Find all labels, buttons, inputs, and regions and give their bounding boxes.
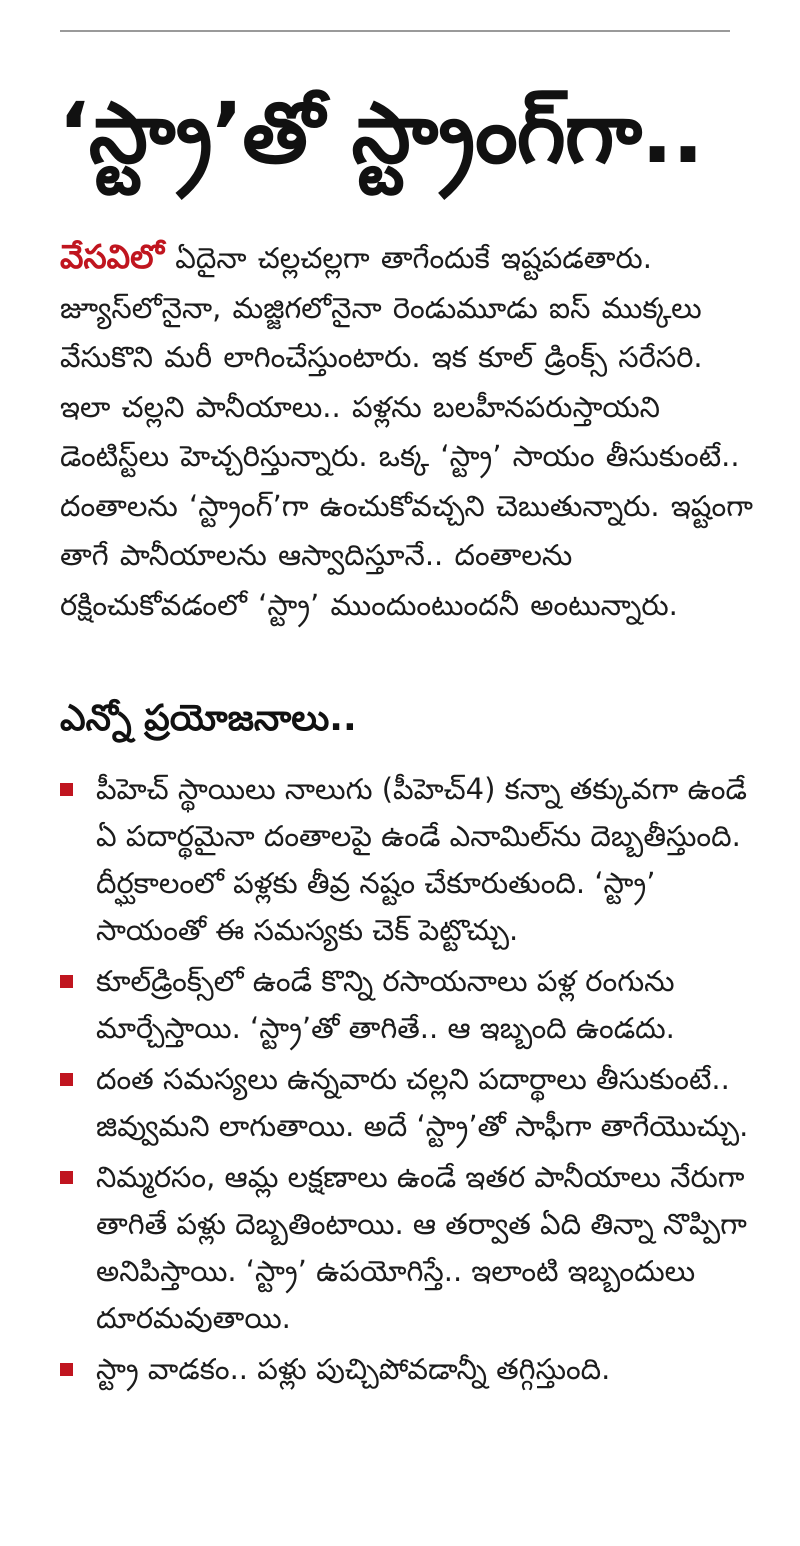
benefits-list	[60, 766, 760, 1397]
bullet-square-icon	[60, 975, 73, 988]
benefit-item	[60, 958, 760, 1052]
benefit-item	[60, 1154, 760, 1342]
benefit-item	[60, 1056, 760, 1150]
benefit-text: పీహెచ్ స్థాయిలు నాలుగు (పీహెచ్4) కన్నా తక్కువగా ఉండే ఏ పదార్థమైనా దంతాలపై ఉండే ఎనామిల్‌ను దెబ్బతీస్తుంది. దీర్ఘకాలంలో పళ్లకు తీవ్ర నష్టం చేకూరుతుంది. ‘స్ట్రా’ సాయంతో ఈ సమస్యకు చెక్ పెట్టొచ్చు.	[96, 772, 747, 947]
benefit-item	[60, 766, 760, 954]
bullet-square-icon	[60, 1171, 73, 1184]
bullet-square-icon	[60, 783, 73, 796]
benefit-text: కూల్‌డ్రింక్స్‌లో ఉండే కొన్ని రసాయనాలు పళ్ల రంగును మార్చేస్తాయి. ‘స్ట్రా’తో తాగితే.. ఆ ఇబ్బంది ఉండదు.	[96, 964, 675, 1045]
article-headline: ‘స్ట్రా’తో స్ట్రాంగ్‌గా..	[58, 84, 703, 182]
section-subheading: ఎన్నో ప్రయోజనాలు..	[60, 698, 357, 739]
benefit-text: దంత సమస్యలు ఉన్నవారు చల్లని పదార్థాలు తీసుకుంటే.. జివ్వుమని లాగుతాయి. అదే ‘స్ట్రా’తో సాఫీగా తాగేయొచ్చు.	[96, 1062, 749, 1143]
benefit-text: నిమ్మరసం, ఆమ్ల లక్షణాలు ఉండే ఇతర పానీయాలు నేరుగా తాగితే పళ్లు దెబ్బతింటాయి. ఆ తర్వాత ఏది తిన్నా నొప్పిగా అనిపిస్తాయి. ‘స్ట్రా’ ఉపయోగిస్తే.. ఇలాంటి ఇబ్బందులు దూరమవుతాయి.	[96, 1160, 747, 1335]
benefit-text: స్ట్రా వాడకం.. పళ్లు పుచ్చిపోవడాన్నీ తగ్గిస్తుంది.	[96, 1352, 611, 1386]
benefit-item	[60, 1346, 760, 1393]
bullet-square-icon	[60, 1073, 73, 1086]
article-intro	[60, 232, 760, 630]
intro-lead-word: వేసవిలో	[60, 237, 165, 276]
intro-body-text: ఏదైనా చల్లచల్లగా తాగేందుకే ఇష్టపడతారు. జ్యూస్‌లోనైనా, మజ్జిగలోనైనా రెండుమూడు ఐస్ ముక్కలు వేసుకొని మరీ లాగించేస్తుంటారు. ఇక కూల్ డ్రింక్స్ సరేసరి. ఇలా చల్లని పానీయాలు.. పళ్లను బలహీనపరుస్తాయని డెంటిస్ట్‌లు హెచ్చరిస్తున్నారు. ఒక్క ‘స్ట్రా’ సాయం తీసుకుంటే.. దంతాలను ‘స్ట్రాంగ్’గా ఉంచుకోవచ్చని చెబుతున్నారు. ఇష్టంగా తాగే పానీయాలను ఆస్వాదిస్తూనే.. దంతాలను రక్షించుకోవడంలో ‘స్ట్రా’ ముందుంటుందనీ అంటున్నారు.	[60, 241, 753, 622]
top-divider	[60, 30, 730, 32]
bullet-square-icon	[60, 1363, 73, 1376]
